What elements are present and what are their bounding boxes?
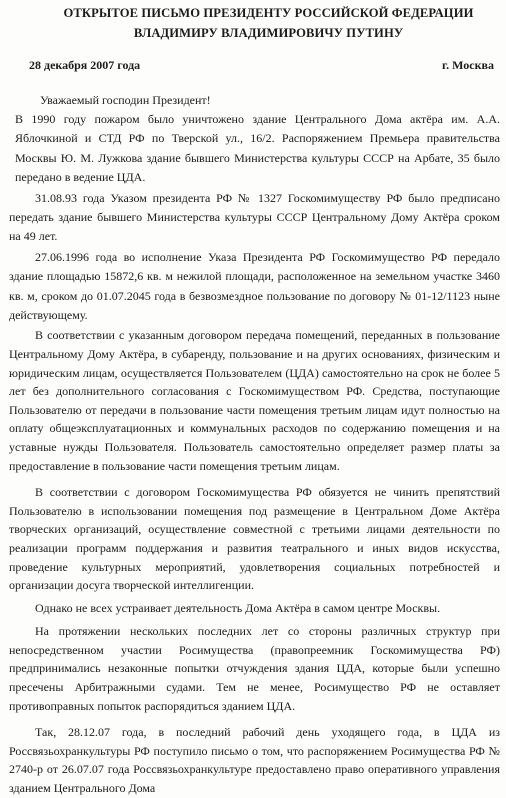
letter-date: 28 декабря 2007 года (29, 58, 141, 72)
letter-title-line-2: ВЛАДИМИРУ ВЛАДИМИРОВИЧУ ПУТИНУ (133, 26, 404, 40)
dateline (9, 55, 500, 75)
paragraph-2: 31.08.93 года Указом президента РФ № 1327 Госкомимуществу РФ было предписано передать здание бывшего Министерства культуры СССР Центральному Дому Актёра сроком на 49 лет. (9, 190, 500, 244)
paragraph-4: В соответствии с указанным договором передача помещений, переданных в пользование Центральному Дому Актёра, в субаренду, пользование и на других основаниях, физическим и юридическим лицам, осуществляется Пользователем (ЦДА) самостоятельно на срок не более 5 лет без дополнительного согласования с Госкомимуществом РФ. Средства, поступающие Пользователю от передачи в пользование части помещения третьим лицам идут полностью на оплату общеэксплуатационных и коммунальных расходов по содержанию помещения и на уставные нужды Пользователя. Пользователь самостоятельно определяет размер платы за предоставление в пользование части помещения третьим лицам. (9, 328, 500, 473)
paragraph-5: В соответствии с договором Госкомимущества РФ обязуется не чинить препятствий Пользователю в использовании помещения под размещение в Центральном Доме Актёра творческих организаций, осуществление совместной с третьими лицами деятельности по реализации программ поддержания и развития театрального и иных видов искусства, проведение культурных мероприятий, удовлетворения социальных потребностей и организации досуга творческой интеллигенции. (9, 485, 500, 593)
letter-title-line-1: ОТКРЫТОЕ ПИСЬМО ПРЕЗИДЕНТУ РОССИЙСКОЙ ФЕДЕРАЦИИ (63, 6, 474, 20)
paragraph-1: В 1990 году пожаром было уничтожено здание Центрального Дома актёра им. А.А. Яблочкиной и СТД РФ по Тверской ул., 16/2. Распоряжением Премьера правительства Москвы Ю. М. Лужкова здание бывшего Министерства культуры СССР на Арбате, 35 было передано в ведение ЦДА. (15, 112, 500, 185)
greeting: Уважаемый господин Президент! (40, 93, 211, 107)
paragraph-8: Так, 28.12.07 года, в последний рабочий день уходящего года, в ЦДА из Россвязьохранкультуры РФ поступило письмо о том, что распоряжением Росимущества РФ № 2740-р от 26.07.07 года Россвязьохранкультуре предоставлено право оперативного управления зданием Центрального Дома (9, 725, 500, 795)
letter-city: г. Москва (442, 58, 494, 72)
paragraph-7: На протяжении нескольких последних лет со стороны различных структур при непосредственном участии Росимущества (правопреемник Госкомимущества РФ) предпринимались незаконные попытки отчуждения здания ЦДА, которые были успешно пресечены Арбитражными судами. Тем не менее, Росимущество РФ не оставляет противоправных попыток распорядиться зданием ЦДА. (9, 624, 500, 713)
paragraph-3: 27.06.1996 года во исполнение Указа Президента РФ Госкомимущество РФ передало здание площадью 15872,6 кв. м нежилой площади, расположенное на земельном участке 3460 кв. м, сроком до 01.07.2045 года в безвозмездное пользование по договору № 01-12/1123 ныне действующему. (9, 249, 500, 323)
paragraph-6: Однако не всех устраивает деятельность Дома Актёра в самом центре Москвы. (35, 600, 441, 615)
